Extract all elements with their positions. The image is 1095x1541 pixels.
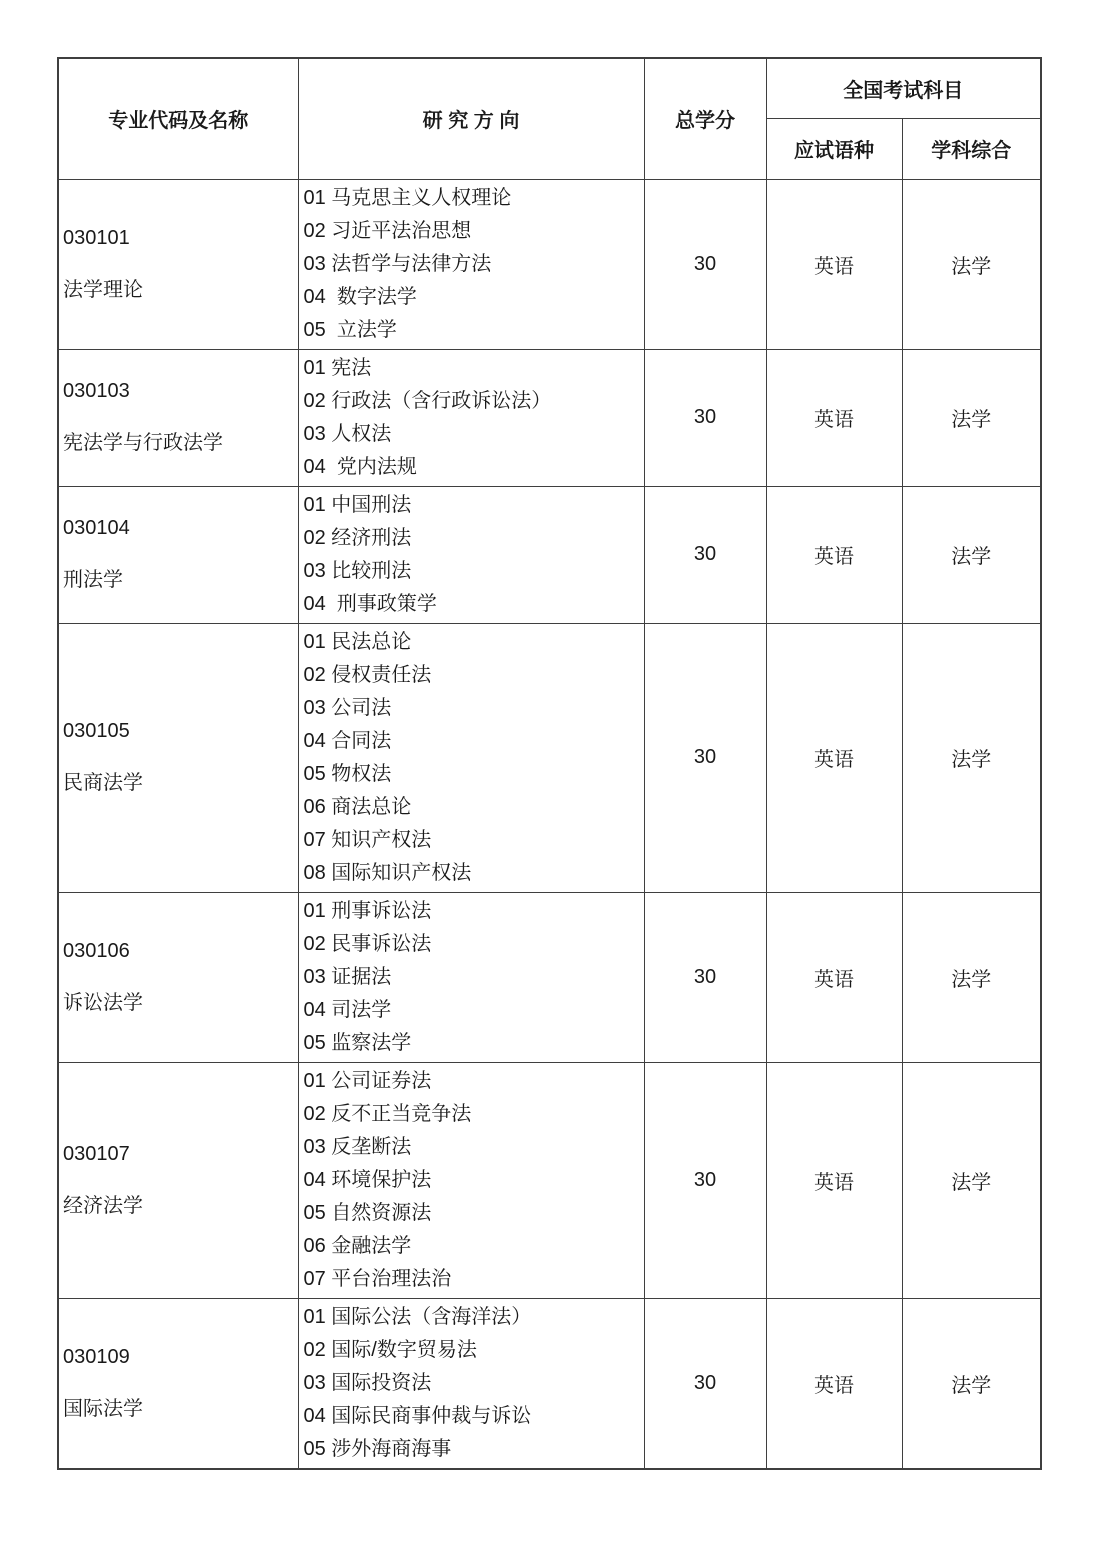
research-direction: 02 习近平法治思想 bbox=[303, 219, 472, 242]
research-direction: 03 国际投资法 bbox=[303, 1371, 432, 1394]
research-direction: 03 法哲学与法律方法 bbox=[303, 252, 492, 275]
table-row-030107 bbox=[58, 1062, 1041, 1298]
program-name: 经济法学 bbox=[63, 1194, 143, 1217]
research-direction: 03 反垄断法 bbox=[303, 1135, 412, 1158]
program-code: 030104 bbox=[63, 517, 130, 539]
header-total-credits: 总学分 bbox=[644, 58, 766, 179]
research-direction: 03 比较刑法 bbox=[303, 559, 412, 582]
header-program-code-name: 专业代码及名称 bbox=[58, 58, 298, 179]
header-exam-language: 应试语种 bbox=[766, 118, 902, 179]
program-name: 刑法学 bbox=[63, 569, 123, 591]
research-direction: 05 自然资源法 bbox=[303, 1201, 432, 1224]
research-direction: 04 合同法 bbox=[303, 729, 392, 752]
header-subject-comprehensive: 学科综合 bbox=[902, 118, 1041, 179]
exam-language-value: 英语 bbox=[766, 349, 902, 486]
research-direction: 03 公司法 bbox=[303, 696, 392, 719]
program-code: 030101 bbox=[63, 226, 130, 249]
research-direction: 02 行政法（含行政诉讼法） bbox=[303, 389, 552, 412]
exam-language-value: 英语 bbox=[766, 179, 902, 349]
header-national-exam-subjects: 全国考试科目 bbox=[766, 58, 1041, 118]
research-directions-list bbox=[298, 1298, 644, 1469]
total-credits-value: 30 bbox=[644, 623, 766, 892]
research-direction: 05 物权法 bbox=[303, 762, 392, 785]
research-direction: 04 环境保护法 bbox=[303, 1168, 432, 1191]
program-code: 030105 bbox=[63, 720, 130, 742]
program-code: 030103 bbox=[63, 380, 130, 402]
table-row-030105 bbox=[58, 623, 1041, 892]
research-direction: 04 刑事政策学 bbox=[303, 592, 437, 615]
research-direction: 07 平台治理法治 bbox=[303, 1267, 452, 1290]
research-directions-list bbox=[298, 623, 644, 892]
program-code: 030107 bbox=[63, 1142, 130, 1165]
research-direction: 06 金融法学 bbox=[303, 1234, 412, 1257]
program-name: 诉讼法学 bbox=[63, 991, 143, 1014]
table-row-030109 bbox=[58, 1298, 1041, 1469]
program-name: 宪法学与行政法学 bbox=[63, 432, 223, 454]
document-page bbox=[57, 57, 1042, 1470]
subject-comprehensive-value: 法学 bbox=[902, 349, 1041, 486]
research-direction: 02 民事诉讼法 bbox=[303, 932, 432, 955]
research-directions-list bbox=[298, 349, 644, 486]
research-direction: 01 马克思主义人权理论 bbox=[303, 186, 512, 209]
total-credits-value: 30 bbox=[644, 349, 766, 486]
subject-comprehensive-value: 法学 bbox=[902, 623, 1041, 892]
exam-language-value: 英语 bbox=[766, 1062, 902, 1298]
total-credits-value: 30 bbox=[644, 1298, 766, 1469]
table-row-030104 bbox=[58, 486, 1041, 623]
research-direction: 04 党内法规 bbox=[303, 455, 417, 478]
table-row-030106 bbox=[58, 892, 1041, 1062]
research-direction: 05 监察法学 bbox=[303, 1031, 412, 1054]
research-direction: 04 国际民商事仲裁与诉讼 bbox=[303, 1404, 532, 1427]
research-directions-list bbox=[298, 892, 644, 1062]
program-name: 国际法学 bbox=[63, 1397, 143, 1420]
research-direction: 08 国际知识产权法 bbox=[303, 861, 472, 884]
research-direction: 05 立法学 bbox=[303, 318, 397, 341]
exam-language-value: 英语 bbox=[766, 1298, 902, 1469]
research-direction: 01 公司证券法 bbox=[303, 1069, 432, 1092]
program-catalog-table bbox=[57, 57, 1042, 1470]
research-direction: 02 反不正当竞争法 bbox=[303, 1102, 472, 1125]
program-name: 法学理论 bbox=[63, 278, 143, 301]
subject-comprehensive-value: 法学 bbox=[902, 179, 1041, 349]
research-direction: 01 刑事诉讼法 bbox=[303, 899, 432, 922]
exam-language-value: 英语 bbox=[766, 623, 902, 892]
subject-comprehensive-value: 法学 bbox=[902, 892, 1041, 1062]
research-direction: 04 司法学 bbox=[303, 998, 392, 1021]
total-credits-value: 30 bbox=[644, 892, 766, 1062]
table-row-030101 bbox=[58, 179, 1041, 349]
subject-comprehensive-value: 法学 bbox=[902, 1062, 1041, 1298]
research-direction: 07 知识产权法 bbox=[303, 828, 432, 851]
research-directions-list bbox=[298, 1062, 644, 1298]
research-direction: 01 宪法 bbox=[303, 356, 372, 379]
research-direction: 01 国际公法（含海洋法） bbox=[303, 1305, 532, 1328]
program-name: 民商法学 bbox=[63, 772, 143, 794]
research-direction: 02 国际/数字贸易法 bbox=[303, 1338, 477, 1361]
subject-comprehensive-value: 法学 bbox=[902, 486, 1041, 623]
total-credits-value: 30 bbox=[644, 1062, 766, 1298]
research-direction: 03 证据法 bbox=[303, 965, 392, 988]
research-direction: 01 民法总论 bbox=[303, 630, 412, 653]
research-direction: 05 涉外海商海事 bbox=[303, 1437, 452, 1460]
research-direction: 02 经济刑法 bbox=[303, 526, 412, 549]
total-credits-value: 30 bbox=[644, 179, 766, 349]
research-directions-list bbox=[298, 486, 644, 623]
table-row-030103 bbox=[58, 349, 1041, 486]
research-direction: 04 数字法学 bbox=[303, 285, 417, 308]
exam-language-value: 英语 bbox=[766, 486, 902, 623]
research-direction: 01 中国刑法 bbox=[303, 493, 412, 516]
program-code: 030106 bbox=[63, 939, 130, 962]
research-directions-list bbox=[298, 179, 644, 349]
total-credits-value: 30 bbox=[644, 486, 766, 623]
program-code: 030109 bbox=[63, 1345, 130, 1368]
research-direction: 02 侵权责任法 bbox=[303, 663, 432, 686]
research-direction: 03 人权法 bbox=[303, 422, 392, 445]
research-direction: 06 商法总论 bbox=[303, 795, 412, 818]
exam-language-value: 英语 bbox=[766, 892, 902, 1062]
header-research-directions: 研 究 方 向 bbox=[298, 58, 644, 179]
subject-comprehensive-value: 法学 bbox=[902, 1298, 1041, 1469]
